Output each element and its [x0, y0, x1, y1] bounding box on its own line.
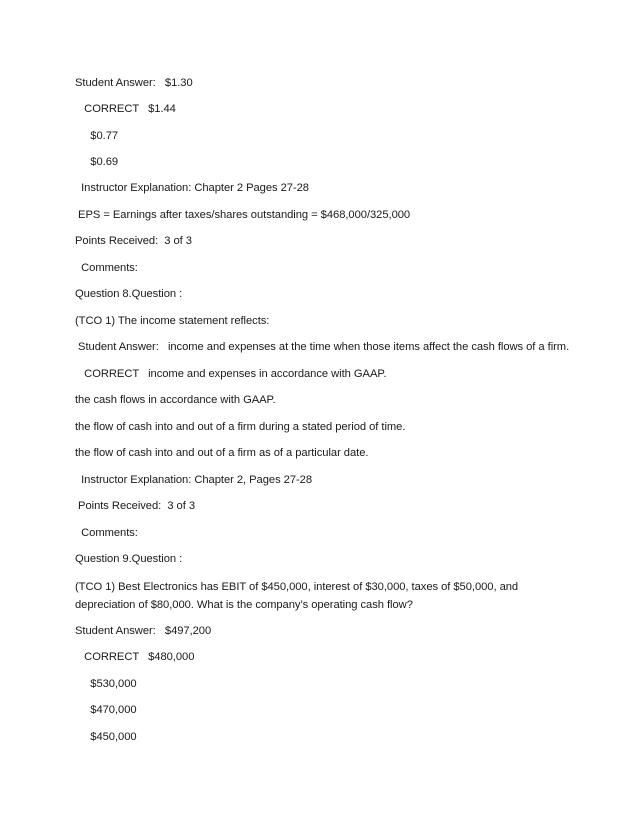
- option-q8-a: the cash flows in accordance with GAAP.: [75, 394, 276, 406]
- question-9-text: (TCO 1) Best Electronics has EBIT of $450,000, interest of $30,000, taxes of $50,000, and depreciation of $80,000. What is the company’s operating cash flow?: [75, 581, 519, 611]
- option-q8-b: the flow of cash into and out of a firm during a stated period of time.: [75, 421, 406, 433]
- comments-q7: Comments:: [75, 262, 138, 274]
- option-q7-a: $0.77: [75, 130, 119, 142]
- correct-answer-q7: CORRECT $1.44: [75, 103, 176, 115]
- comments-q8: Comments:: [75, 527, 138, 539]
- student-answer-q8: Student Answer: income and expenses at the time when those items affect the cash flows of a firm.: [75, 341, 570, 353]
- correct-answer-q8: CORRECT income and expenses in accordance with GAAP.: [75, 368, 387, 380]
- question-8-heading: Question 8.Question :: [75, 288, 183, 300]
- option-q9-a: $530,000: [75, 678, 137, 690]
- instructor-explanation-q8: Instructor Explanation: Chapter 2, Pages 27-28: [75, 474, 313, 486]
- option-q9-b: $470,000: [75, 704, 137, 716]
- question-9-heading: Question 9.Question :: [75, 553, 183, 565]
- explanation-detail-q7: EPS = Earnings after taxes/shares outstanding = $468,000/325,000: [75, 209, 411, 221]
- option-q7-b: $0.69: [75, 156, 119, 168]
- points-received-q7: Points Received: 3 of 3: [75, 235, 192, 247]
- correct-answer-q9: CORRECT $480,000: [75, 651, 195, 663]
- student-answer-q7: Student Answer: $1.30: [75, 77, 193, 89]
- instructor-explanation-q7: Instructor Explanation: Chapter 2 Pages 27-28: [75, 182, 309, 194]
- student-answer-q9: Student Answer: $497,200: [75, 625, 212, 637]
- question-8-text: (TCO 1) The income statement reflects:: [75, 315, 270, 327]
- points-received-q8: Points Received: 3 of 3: [75, 500, 196, 512]
- option-q8-c: the flow of cash into and out of a firm as of a particular date.: [75, 447, 369, 459]
- option-q9-c: $450,000: [75, 731, 137, 743]
